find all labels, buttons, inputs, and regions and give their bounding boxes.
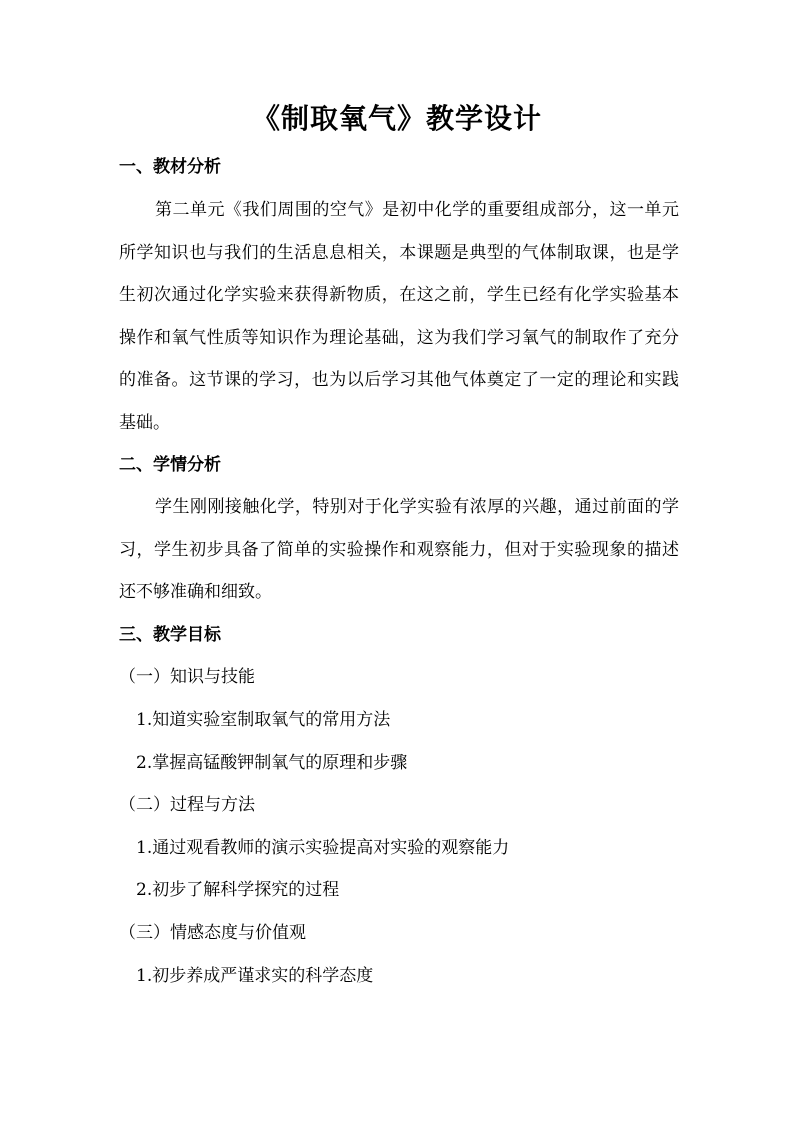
list-item: 2.初步了解科学探究的过程 [136, 880, 340, 900]
section-heading-student-analysis: 二、学情分析 [119, 455, 221, 475]
subsection-knowledge-skills: （一）知识与技能 [119, 667, 255, 687]
list-item: 2.掌握高锰酸钾制氧气的原理和步骤 [136, 753, 408, 773]
list-item: 1.初步养成严谨求实的科学态度 [136, 966, 374, 986]
document-title: 《制取氧气》教学设计 [251, 102, 542, 135]
section-heading-textbook-analysis: 一、教材分析 [119, 157, 221, 177]
paragraph-textbook-analysis: 第二单元《我们周围的空气》是初中化学的重要组成部分，这一单元所学知识也与我们的生活息息相关，本课题是典型的气体制取课，也是学生初次通过化学实验来获得新物质，在这之前，学生已经有化学实验基本操作和氧气性质等知识作为理论基础，这为我们学习氧气的制取作了充分的准备。这节课的学习，也为以后学习其他气体奠定了一定的理论和实践基础。 [119, 200, 679, 433]
subsection-attitudes-values: （三）情感态度与价值观 [119, 923, 306, 943]
list-item: 1.知道实验室制取氧气的常用方法 [136, 710, 391, 730]
paragraph-student-analysis: 学生刚刚接触化学，特别对于化学实验有浓厚的兴趣，通过前面的学习，学生初步具备了简单的实验操作和观察能力，但对于实验现象的描述还不够准确和细致。 [119, 497, 679, 602]
list-item: 1.通过观看教师的演示实验提高对实验的观察能力 [136, 838, 510, 858]
subsection-process-methods: （二）过程与方法 [119, 795, 255, 815]
section-heading-teaching-objectives: 三、教学目标 [119, 625, 221, 645]
